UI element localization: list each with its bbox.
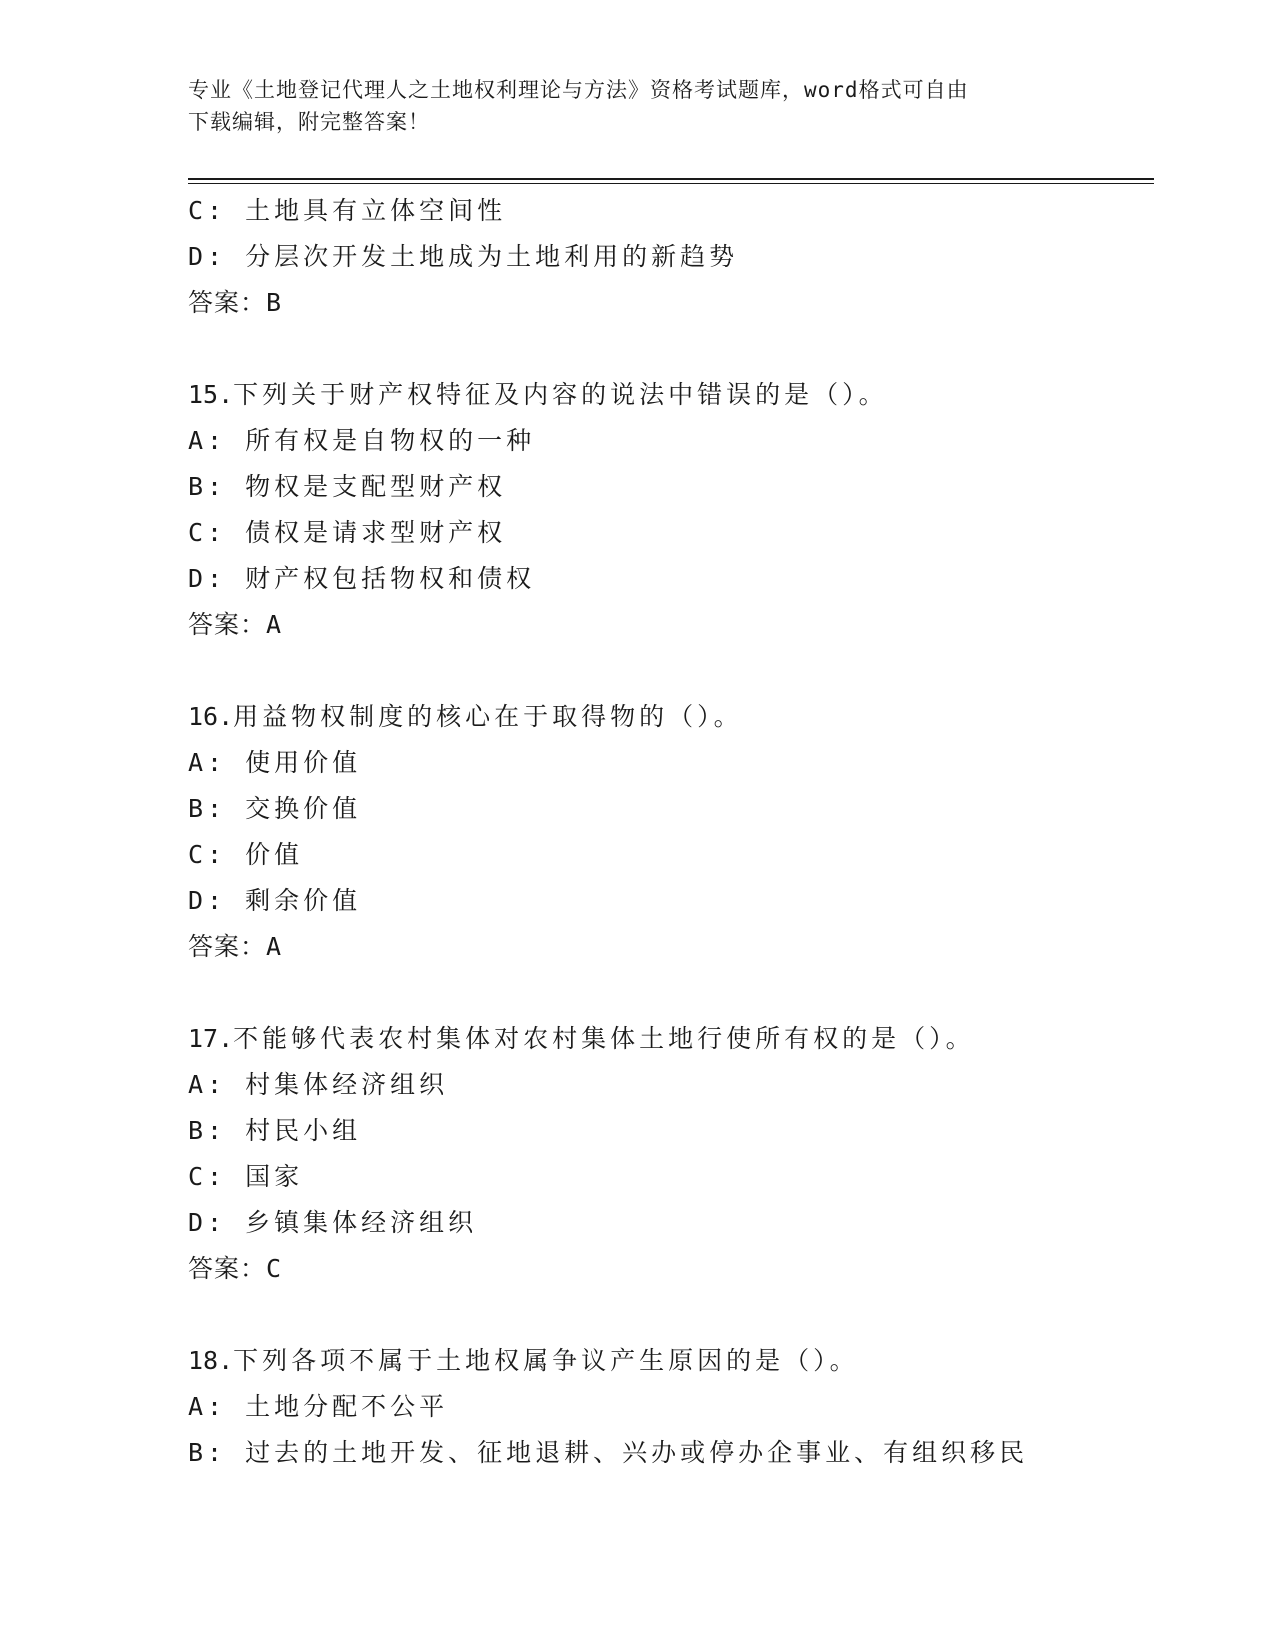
option-b: B: 交换价值	[188, 794, 362, 823]
option-a: A: 所有权是自物权的一种	[188, 426, 536, 455]
question-stem: 15.下列关于财产权特征及内容的说法中错误的是（）。	[188, 380, 888, 409]
option-b: B: 村民小组	[188, 1116, 362, 1145]
option-c: C: 国家	[188, 1162, 304, 1191]
option-b: B: 过去的土地开发、征地退耕、兴办或停办企事业、有组织移民	[188, 1438, 1029, 1467]
option-b: B: 物权是支配型财产权	[188, 472, 507, 501]
option-d: D: 财产权包括物权和债权	[188, 564, 536, 593]
option-a: A: 土地分配不公平	[188, 1392, 449, 1421]
spacer	[188, 970, 1154, 1016]
question-17	[188, 1016, 1154, 1292]
option-a: A: 使用价值	[188, 748, 362, 777]
answer-line: 答案：C	[188, 1254, 283, 1283]
previous-question-continuation	[188, 188, 1154, 326]
question-list	[188, 188, 1154, 1476]
option-d: D: 分层次开发土地成为土地利用的新趋势	[188, 242, 739, 271]
question-15	[188, 372, 1154, 648]
option-d: D: 乡镇集体经济组织	[188, 1208, 478, 1237]
spacer	[188, 1292, 1154, 1338]
header-divider-thick	[188, 178, 1154, 180]
option-d: D: 剩余价值	[188, 886, 362, 915]
question-18	[188, 1338, 1154, 1476]
option-c: C: 债权是请求型财产权	[188, 518, 507, 547]
header-line-1: 专业《土地登记代理人之土地权利理论与方法》资格考试题库，word格式可自由	[188, 78, 969, 102]
spacer	[188, 648, 1154, 694]
answer-line: 答案：A	[188, 610, 283, 639]
header-divider-thin	[188, 183, 1154, 184]
document-header	[188, 74, 1088, 138]
option-c: C: 价值	[188, 840, 304, 869]
question-stem: 16.用益物权制度的核心在于取得物的（）。	[188, 702, 743, 731]
option-c: C: 土地具有立体空间性	[188, 196, 507, 225]
question-16	[188, 694, 1154, 970]
option-a: A: 村集体经济组织	[188, 1070, 449, 1099]
answer-line: 答案：B	[188, 288, 283, 317]
spacer	[188, 326, 1154, 372]
answer-line: 答案：A	[188, 932, 283, 961]
header-line-2: 下载编辑，附完整答案！	[188, 110, 430, 134]
question-stem: 17.不能够代表农村集体对农村集体土地行使所有权的是（）。	[188, 1024, 975, 1053]
question-stem: 18.下列各项不属于土地权属争议产生原因的是（）。	[188, 1346, 859, 1375]
